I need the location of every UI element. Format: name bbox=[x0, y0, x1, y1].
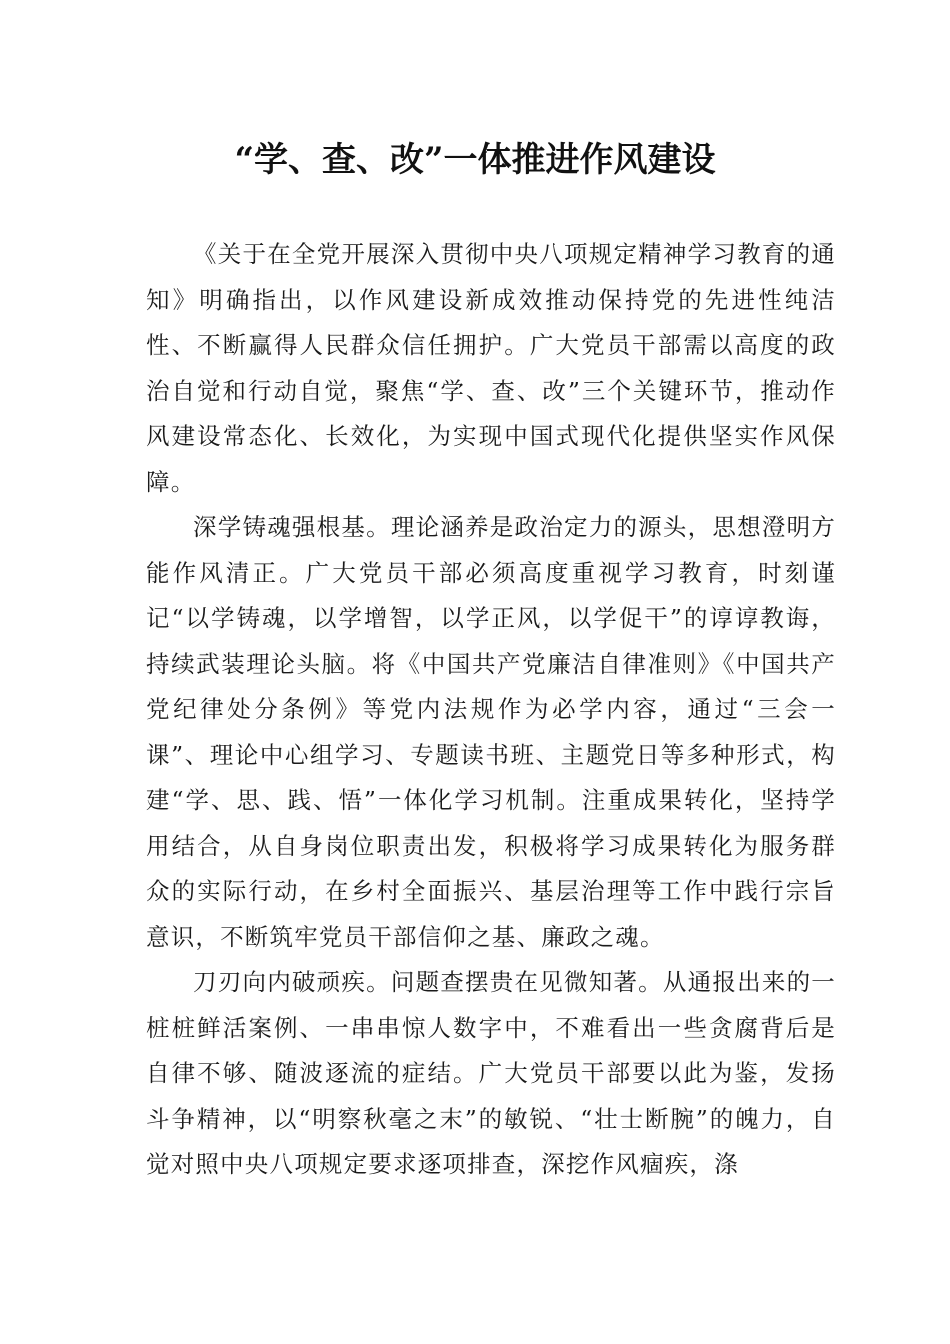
paragraph-inspect: 刀刃向内破顽疾。问题查摆贵在见微知著。从通报出来的一桩桩鲜活案例、一串串惊人数字中，不难看出一些贪腐背后是自律不够、随波逐流的症结。广大党员干部要以此为鉴，发扬斗争精神，以“明察秋毫之末”的敏锐、“壮士断腕”的魄力，自觉对照中央八项规定要求逐项排查，深挖作风痼疾，涤 bbox=[146, 968, 836, 1178]
document-title: “学、查、改”一体推进作风建设 bbox=[234, 140, 716, 180]
paragraph-intro: 《关于在全党开展深入贯彻中央八项规定精神学习教育的通知》明确指出，以作风建设新成效推动保持党的先进性纯洁性、不断赢得人民群众信任拥护。广大党员干部需以高度的政治自觉和行动自觉，聚焦“学、查、改”三个关键环节，推动作风建设常态化、长效化，为实现中国式现代化提供坚实作风保障。 bbox=[146, 240, 836, 496]
paragraph-study: 深学铸魂强根基。理论涵养是政治定力的源头，思想澄明方能作风清正。广大党员干部必须高度重视学习教育，时刻谨记“以学铸魂，以学增智，以学正风，以学促干”的谆谆教诲，持续武装理论头脑。将《中国共产党廉洁自律准则》《中国共产党纪律处分条例》等党内法规作为必学内容，通过“三会一课”、理论中心组学习、专题读书班、主题党日等多种形式，构建“学、思、践、悟”一体化学习机制。注重成果转化，坚持学用结合，从自身岗位职责出发，积极将学习成果转化为服务群众的实际行动，在乡村全面振兴、基层治理等工作中践行宗旨意识，不断筑牢党员干部信仰之基、廉政之魂。 bbox=[146, 513, 836, 951]
document-body bbox=[146, 232, 836, 1188]
